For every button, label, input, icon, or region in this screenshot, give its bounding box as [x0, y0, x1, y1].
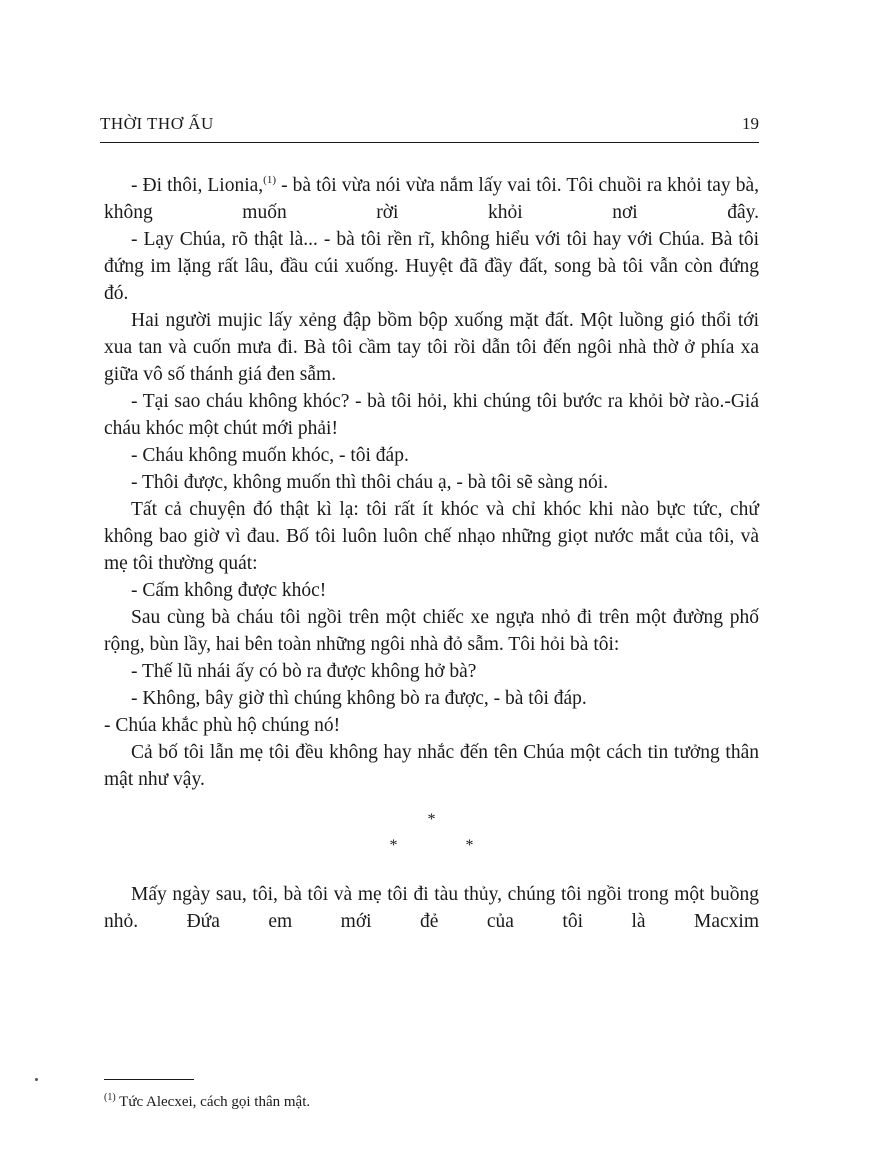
paragraph: Hai người mujic lấy xẻng đập bồm bộp xuống mặt đất. Một luồng gió thổi tới xua tan và cuốn mưa đi. Bà tôi cầm tay tôi rồi dẫn tôi đến ngôi nhà thờ ở phía xa giữa vô số thánh giá đen sẫm.	[104, 310, 759, 385]
paragraph: - Lạy Chúa, rõ thật là... - bà tôi rền rĩ, không hiểu với tôi hay với Chúa. Bà tôi đứng im lặng rất lâu, đầu cúi xuống. Huyệt đã đầy đất, song bà tôi vẫn còn đứng đó.	[104, 229, 759, 304]
footnote-reference: (1)	[263, 174, 276, 186]
paragraph: - Cấm không được khóc!	[131, 580, 327, 601]
header-rule	[100, 142, 759, 143]
scan-speck	[35, 1078, 38, 1081]
paragraph: - Đi thôi, Lionia,$^{(1)}$ - bà tôi vừa nói vừa nắm lấy vai tôi. Tôi chuồi ra khỏi tay bà, không muốn rời khỏi nơi đây.	[104, 174, 759, 223]
section-separator	[104, 807, 759, 859]
body-text	[104, 172, 759, 935]
separator-stars-bottom: * *	[389, 837, 506, 854]
separator-star-top: *	[427, 811, 436, 828]
running-header	[100, 114, 759, 142]
paragraph: - Cháu không muốn khóc, - tôi đáp.	[131, 445, 409, 466]
paragraph: - Chúa khắc phù hộ chúng nó!	[104, 715, 341, 736]
book-title: THỜI THƠ ẤU	[100, 114, 214, 133]
paragraph: - Tại sao cháu không khóc? - bà tôi hỏi, khi chúng tôi bước ra khỏi bờ rào.-Giá cháu khóc một chút mới phải!	[104, 391, 759, 439]
paragraph: Cả bố tôi lẫn mẹ tôi đều không hay nhắc đến tên Chúa một cách tin tưởng thân mật như vậy.	[104, 742, 759, 790]
paragraph: - Không, bây giờ thì chúng không bò ra được, - bà tôi đáp.	[131, 688, 587, 709]
footnote	[104, 1092, 759, 1112]
footnote-rule	[104, 1079, 194, 1080]
paragraph: Sau cùng bà cháu tôi ngồi trên một chiếc xe ngựa nhỏ đi trên một đường phố rộng, bùn lầy, hai bên toàn những ngôi nhà đỏ sẫm. Tôi hỏi bà tôi:	[104, 607, 759, 655]
footnote-text: Tức Alecxei, cách gọi thân mật.	[115, 1094, 311, 1110]
paragraph: - Thế lũ nhái ấy có bò ra được không hở bà?	[131, 661, 477, 682]
page-number: 19	[742, 114, 759, 133]
paragraph: - Thôi được, không muốn thì thôi cháu ạ, - bà tôi sẽ sàng nói.	[131, 472, 609, 493]
footnote-marker: (1)	[104, 1092, 116, 1103]
paragraph: Tất cả chuyện đó thật kì lạ: tôi rất ít khóc và chỉ khóc khi nào bực tức, chứ không bao giờ vì đau. Bố tôi luôn luôn chế nhạo những giọt nước mắt của tôi, và mẹ tôi thường quát:	[104, 499, 759, 574]
closing-paragraph: Mấy ngày sau, tôi, bà tôi và mẹ tôi đi tàu thủy, chúng tôi ngồi trong một buồng nhỏ. Đứa em mới đẻ của tôi là Macxim	[104, 884, 759, 932]
